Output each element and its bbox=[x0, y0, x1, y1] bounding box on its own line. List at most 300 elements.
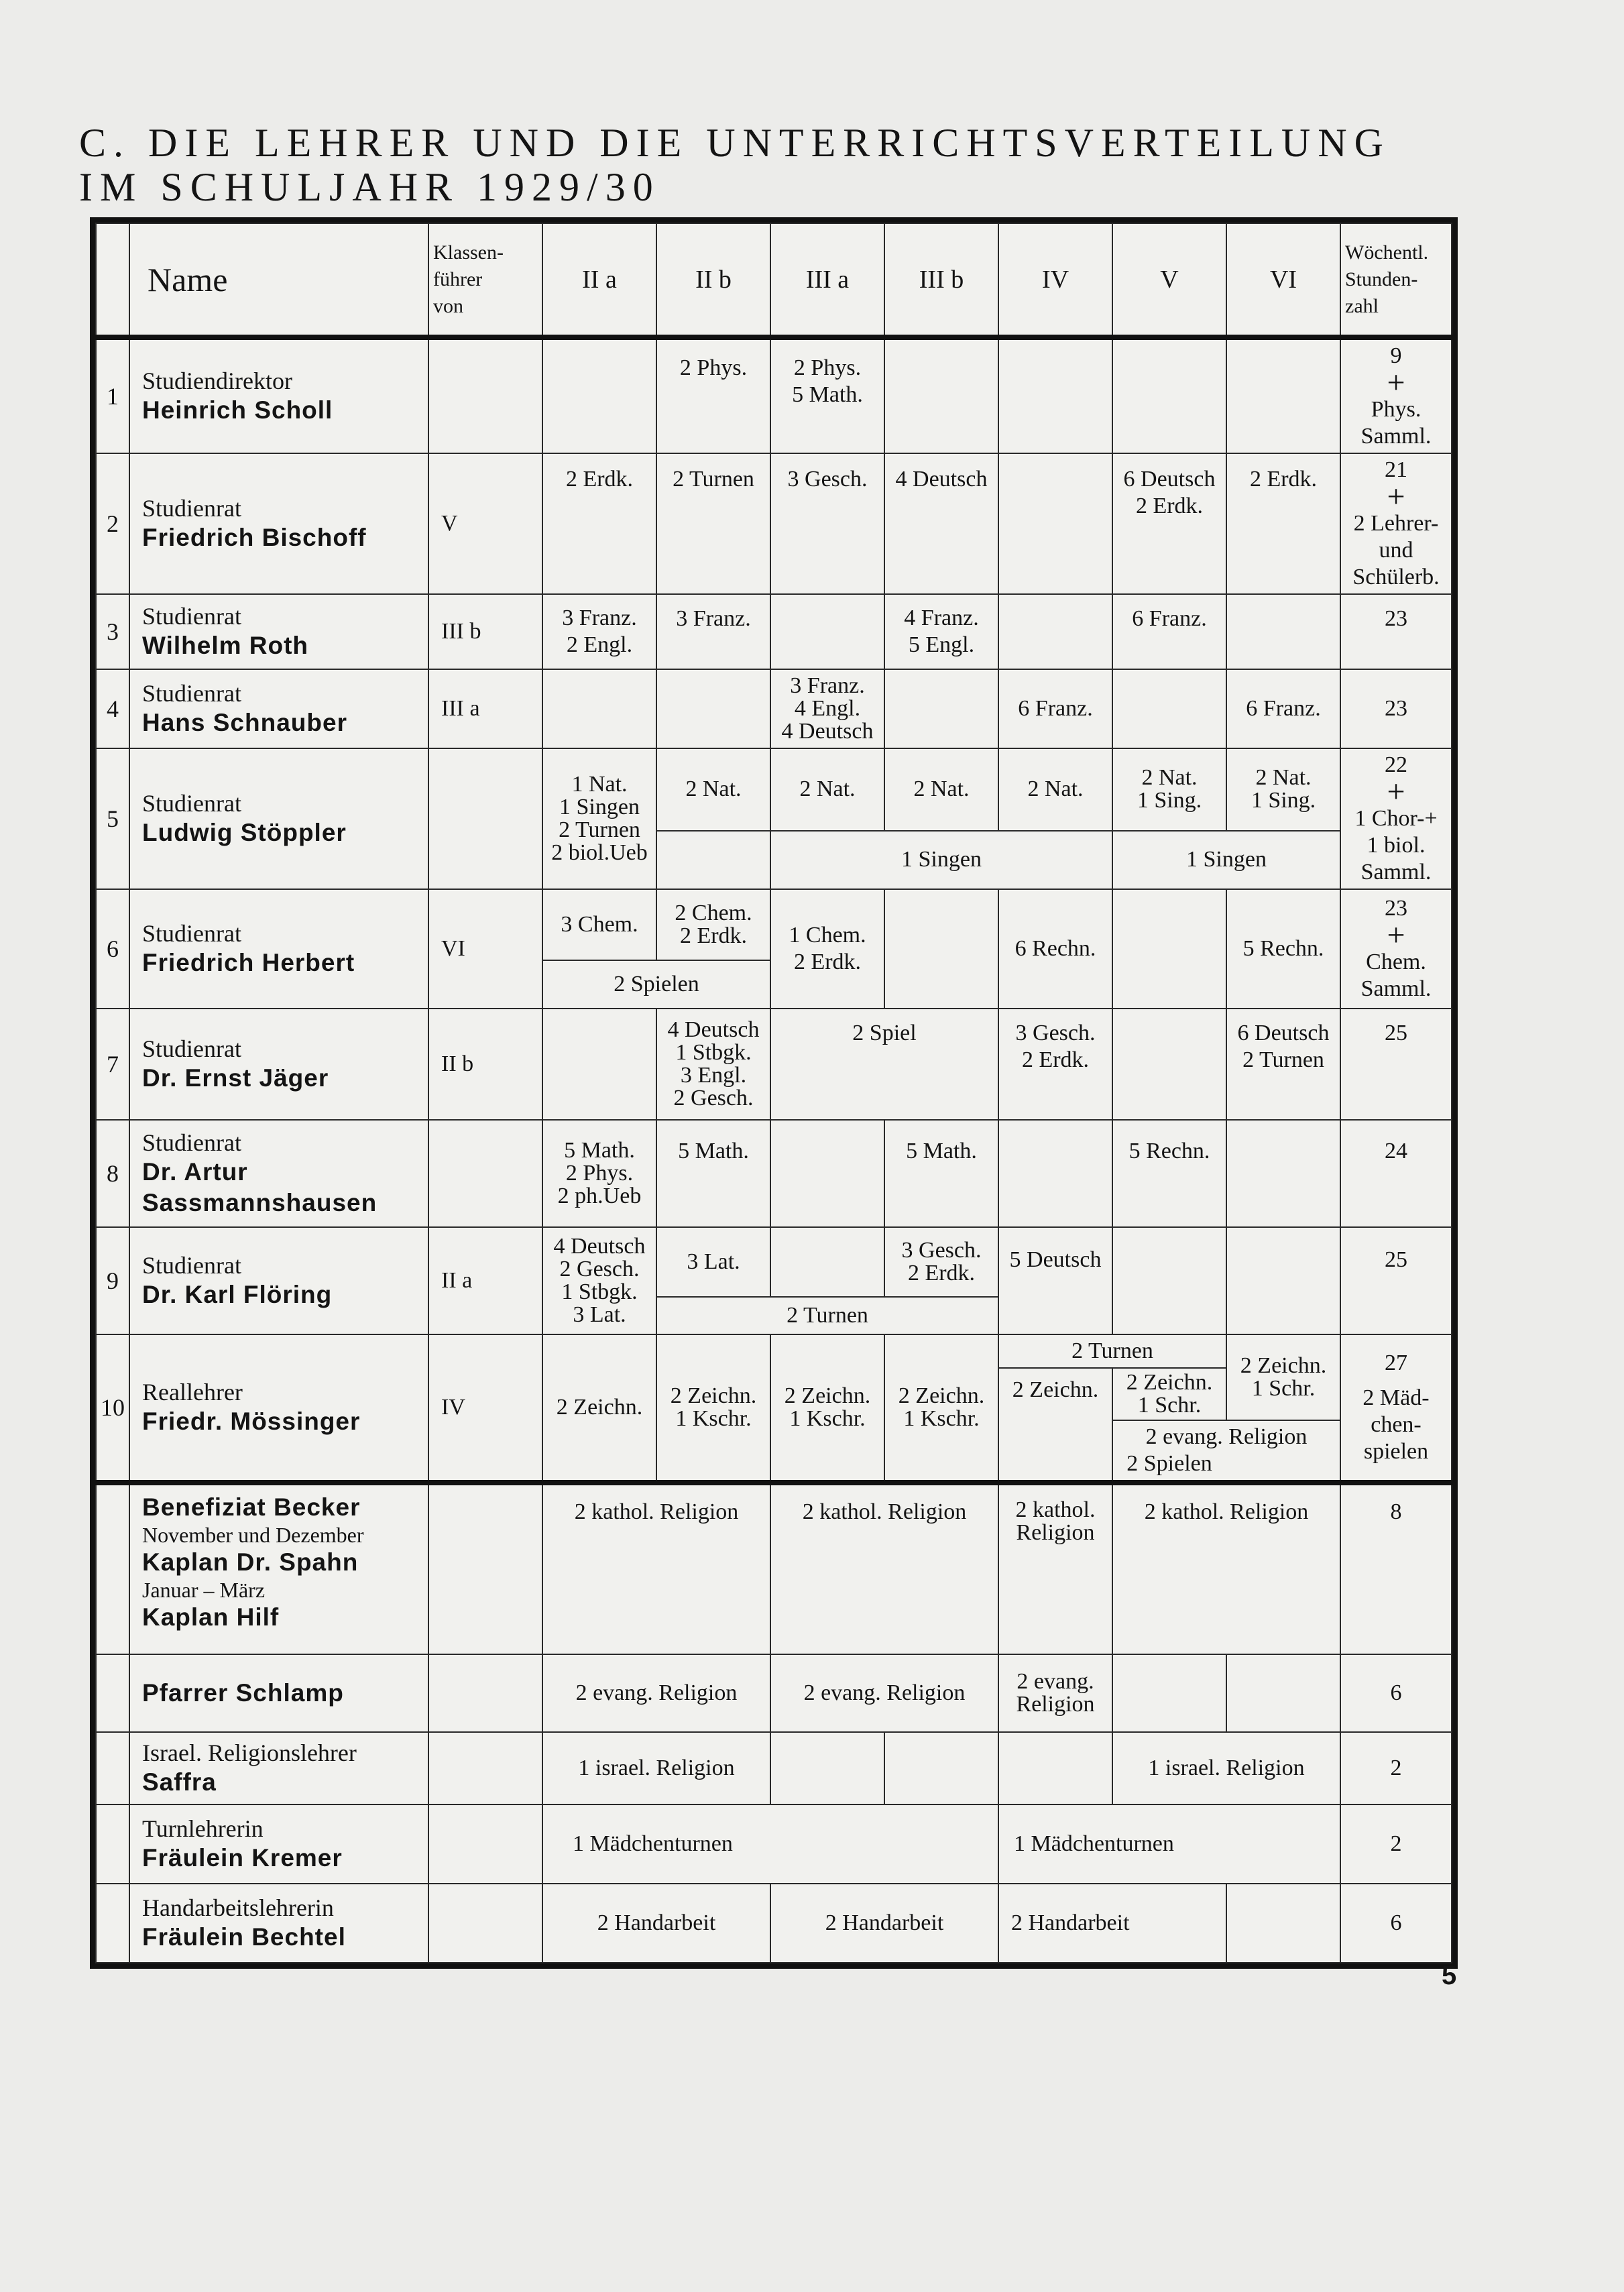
cell-VI bbox=[1226, 594, 1340, 669]
teacher-title: Studienrat bbox=[142, 680, 241, 707]
cell-IIIb: 4 Deutsch bbox=[884, 453, 998, 594]
cell-VI: 2 Erdk. bbox=[1226, 453, 1340, 594]
cell-VI bbox=[1226, 1654, 1340, 1732]
teacher-person: Dr. Artur bbox=[142, 1158, 248, 1186]
title-line-2: IM SCHULJAHR 1929/30 bbox=[79, 165, 660, 209]
span-IV-V: 2 Turnen bbox=[998, 1334, 1226, 1368]
row-number: 9 bbox=[96, 1227, 129, 1334]
cell-V bbox=[1112, 889, 1226, 1009]
cell-V bbox=[1112, 337, 1226, 453]
cell-IIb: 3 Franz. bbox=[656, 594, 770, 669]
teacher-person: Friedrich Bischoff bbox=[142, 524, 367, 551]
header-klassen-line: von bbox=[433, 294, 463, 317]
row-number: 8 bbox=[96, 1120, 129, 1227]
teacher-title: Studiendirektor bbox=[142, 367, 292, 394]
cell-line: 2 Engl. bbox=[566, 632, 633, 657]
row-number: 7 bbox=[96, 1009, 129, 1120]
table-row bbox=[96, 1334, 1452, 1368]
cell-IV bbox=[998, 1732, 1112, 1804]
cell-IIIa bbox=[770, 337, 884, 453]
span-IIa-IIb: 2 kathol. Religion bbox=[542, 1483, 770, 1654]
cell-VI bbox=[1226, 1227, 1340, 1334]
teacher-title: Studienrat bbox=[142, 920, 241, 947]
cell-line: 2 Nat. bbox=[1141, 765, 1198, 791]
cell-IIIb bbox=[884, 1334, 998, 1483]
teacher-title: Studienrat bbox=[142, 1252, 241, 1279]
cell-IIa: 2 Zeichn. bbox=[542, 1334, 656, 1483]
total-hours bbox=[1340, 889, 1452, 1009]
cell-V: 5 Rechn. bbox=[1112, 1120, 1226, 1227]
teacher-person: Dr. Ernst Jäger bbox=[142, 1064, 329, 1092]
total-line: Samml. bbox=[1360, 976, 1432, 1001]
cell-line: 1 Kschr. bbox=[903, 1406, 980, 1431]
cell-IV bbox=[998, 453, 1112, 594]
total-hours bbox=[1340, 748, 1452, 889]
header-class: IV bbox=[998, 223, 1112, 337]
teacher-person: Friedr. Mössinger bbox=[142, 1408, 361, 1435]
teacher-person: Sassmannshausen bbox=[142, 1189, 378, 1216]
klassenfuehrer: V bbox=[428, 453, 542, 594]
cell-IIa: 2 Erdk. bbox=[542, 453, 656, 594]
span-V-VI-religion bbox=[1112, 1420, 1340, 1483]
cell-VI bbox=[1226, 1120, 1340, 1227]
total-hours: 2 bbox=[1340, 1732, 1452, 1804]
table-row bbox=[96, 1732, 1452, 1804]
span-IIa-IIb: 2 Spielen bbox=[542, 960, 770, 1009]
title-line-1: C. DIE LEHRER UND DIE UNTERRICHTSVERTEILUNG bbox=[79, 121, 1391, 165]
cell-IIb bbox=[656, 1334, 770, 1483]
teacher-name bbox=[129, 748, 428, 889]
header-row bbox=[96, 223, 1452, 337]
cell-IV: 2 Nat. bbox=[998, 748, 1112, 831]
cell-IIIa: 2 Nat. bbox=[770, 748, 884, 831]
cell-IV bbox=[998, 594, 1112, 669]
cell-line: 2 Zeichn. bbox=[1240, 1353, 1327, 1378]
cell-line: 2 Nat. bbox=[1255, 765, 1312, 791]
table-row bbox=[96, 594, 1452, 669]
header-class: II b bbox=[656, 223, 770, 337]
total-line: Chem. bbox=[1366, 950, 1426, 974]
total-line: Phys. bbox=[1371, 397, 1422, 422]
teacher-person: Kaplan Hilf bbox=[142, 1603, 280, 1631]
cell-V bbox=[1112, 1654, 1226, 1732]
cell-IIIb bbox=[884, 1732, 998, 1804]
cell-line: 1 Stbgk. bbox=[675, 1040, 752, 1065]
row-number: 2 bbox=[96, 453, 129, 594]
cell-line: Religion bbox=[1016, 1520, 1095, 1545]
cell-line: 2 Erdk. bbox=[1021, 1047, 1090, 1072]
cell-V bbox=[1112, 453, 1226, 594]
cell-line: 1 Sing. bbox=[1137, 788, 1202, 813]
cell-line: 2 Phys. bbox=[793, 355, 862, 380]
cell-IIa bbox=[542, 748, 656, 889]
teacher-person: Dr. Karl Flöring bbox=[142, 1281, 333, 1308]
cell-line: 2 Phys. bbox=[565, 1161, 634, 1186]
row-number bbox=[96, 1884, 129, 1963]
teacher-person: Ludwig Stöppler bbox=[142, 819, 347, 846]
cell-line: 4 Franz. bbox=[904, 606, 979, 630]
cell-IIb-empty bbox=[656, 831, 770, 890]
teacher-person: Pfarrer Schlamp bbox=[142, 1679, 344, 1707]
total-hours: 6 bbox=[1340, 1884, 1452, 1963]
klassenfuehrer bbox=[428, 748, 542, 889]
klassenfuehrer bbox=[428, 1483, 542, 1654]
cell-V: 6 Franz. bbox=[1112, 594, 1226, 669]
cell-IIb: 3 Lat. bbox=[656, 1227, 770, 1297]
total-hours: 23 bbox=[1340, 669, 1452, 748]
teacher-title: Turnlehrerin bbox=[142, 1815, 264, 1842]
teacher-title: Handarbeitslehrerin bbox=[142, 1894, 334, 1921]
cell-IV bbox=[998, 1654, 1112, 1732]
cell-line: 1 Schr. bbox=[1251, 1376, 1316, 1401]
cell-line: 3 Gesch. bbox=[1015, 1021, 1096, 1045]
teacher-person: Saffra bbox=[142, 1768, 217, 1796]
teacher-person: Hans Schnauber bbox=[142, 709, 347, 736]
teacher-name bbox=[129, 669, 428, 748]
table-row bbox=[96, 1009, 1452, 1120]
total-line: 27 bbox=[1385, 1351, 1407, 1375]
cell-line: 2 Spielen bbox=[1126, 1451, 1212, 1476]
cell-VI bbox=[1226, 1009, 1340, 1120]
cell-line: 1 Kschr. bbox=[789, 1406, 866, 1431]
cell-V bbox=[1112, 748, 1226, 831]
table-row bbox=[96, 1804, 1452, 1884]
cell-line: 1 Stbgk. bbox=[561, 1279, 638, 1304]
table-row bbox=[96, 1227, 1452, 1297]
teacher-title: Studienrat bbox=[142, 603, 241, 630]
teacher-title: Israel. Religionslehrer bbox=[142, 1739, 357, 1766]
total-line: + bbox=[1387, 774, 1405, 809]
span-IIa-IIb: 1 israel. Religion bbox=[542, 1732, 770, 1804]
span-IIIa-IIIb: 2 kathol. Religion bbox=[770, 1483, 998, 1654]
total-line: spielen bbox=[1363, 1439, 1429, 1464]
table-row bbox=[96, 453, 1452, 594]
cell-IIIb bbox=[884, 669, 998, 748]
cell-line: 5 Math. bbox=[792, 382, 863, 407]
cell-line: 1 Nat. bbox=[571, 772, 628, 797]
cell-IV: 5 Deutsch bbox=[998, 1227, 1112, 1334]
total-hours: 25 bbox=[1340, 1227, 1452, 1334]
header-woechentl bbox=[1340, 223, 1452, 337]
total-hours bbox=[1340, 1334, 1452, 1483]
cell-IIIb bbox=[884, 594, 998, 669]
row-number bbox=[96, 1732, 129, 1804]
teacher-person: Heinrich Scholl bbox=[142, 396, 333, 424]
cell-line: 2 Zeichn. bbox=[784, 1383, 871, 1408]
cell-line: 2 Zeichn. bbox=[670, 1383, 757, 1408]
header-klassen-line: führer bbox=[433, 268, 483, 290]
total-line: Samml. bbox=[1360, 424, 1432, 449]
page-title bbox=[79, 121, 1514, 209]
cell-line: 1 Singen bbox=[559, 795, 640, 819]
teacher-person: Friedrich Herbert bbox=[142, 949, 355, 976]
table-row bbox=[96, 337, 1452, 453]
cell-IIa bbox=[542, 337, 656, 453]
header-woechentl-line: Stunden- bbox=[1345, 268, 1418, 290]
cell-IIa bbox=[542, 594, 656, 669]
cell-V bbox=[1112, 1227, 1226, 1334]
total-line: + bbox=[1387, 917, 1405, 953]
cell-line: 2 Zeichn. bbox=[1126, 1370, 1213, 1395]
cell-IIb: 2 Nat. bbox=[656, 748, 770, 831]
teacher-name bbox=[129, 1654, 428, 1732]
cell-IIa bbox=[542, 1227, 656, 1334]
header-num bbox=[96, 223, 129, 337]
table-row bbox=[96, 669, 1452, 748]
cell-line: 6 Deutsch bbox=[1123, 467, 1216, 492]
cell-V bbox=[1112, 1009, 1226, 1120]
cell-V bbox=[1112, 1368, 1226, 1420]
span-IIIa-IIIb: 2 Spiel bbox=[770, 1009, 998, 1120]
cell-IIa bbox=[542, 1120, 656, 1227]
page-number: 5 bbox=[1442, 1961, 1457, 1990]
teacher-person: Wilhelm Roth bbox=[142, 632, 309, 659]
header-name: Name bbox=[129, 223, 428, 337]
total-line: 22 bbox=[1385, 752, 1407, 777]
teacher-name bbox=[129, 453, 428, 594]
cell-line: 6 Deutsch bbox=[1237, 1021, 1330, 1045]
klassenfuehrer: III b bbox=[428, 594, 542, 669]
cell-IIIb bbox=[884, 889, 998, 1009]
cell-line: 4 Deutsch bbox=[553, 1234, 646, 1259]
klassenfuehrer bbox=[428, 1884, 542, 1963]
klassenfuehrer bbox=[428, 1804, 542, 1884]
cell-line: 3 Franz. bbox=[562, 606, 637, 630]
total-hours bbox=[1340, 337, 1452, 453]
cell-line: 4 Deutsch bbox=[781, 719, 874, 744]
teacher-distribution-table bbox=[90, 217, 1458, 1969]
total-line: 1 Chor-+ bbox=[1354, 806, 1438, 831]
cell-IIb: 5 Math. bbox=[656, 1120, 770, 1227]
cell-IIIa bbox=[770, 889, 884, 1009]
table-row bbox=[96, 1483, 1452, 1654]
cell-line: 4 Deutsch bbox=[667, 1017, 760, 1042]
teacher-title: Studienrat bbox=[142, 1035, 241, 1062]
span-V-VI: 1 Singen bbox=[1112, 831, 1340, 890]
span-IV-VI: 1 Mädchenturnen bbox=[998, 1804, 1340, 1884]
cell-IIIb bbox=[884, 337, 998, 453]
total-line: 23 bbox=[1385, 896, 1407, 921]
klassenfuehrer bbox=[428, 1654, 542, 1732]
teacher-name bbox=[129, 889, 428, 1009]
klassenfuehrer: II b bbox=[428, 1009, 542, 1120]
total-hours: 6 bbox=[1340, 1654, 1452, 1732]
total-hours bbox=[1340, 453, 1452, 594]
header-klassen-line: Klassen- bbox=[433, 241, 504, 264]
teacher-note: November und Dezember bbox=[142, 1523, 364, 1547]
row-number: 4 bbox=[96, 669, 129, 748]
cell-IIb: 2 Turnen bbox=[656, 453, 770, 594]
span-V-VI: 2 kathol. Religion bbox=[1112, 1483, 1340, 1654]
total-hours: 23 bbox=[1340, 594, 1452, 669]
span-IIIa-IIIb: 2 Handarbeit bbox=[770, 1884, 998, 1963]
cell-IIa bbox=[542, 669, 656, 748]
teacher-title: Studienrat bbox=[142, 790, 241, 817]
row-number: 5 bbox=[96, 748, 129, 889]
row-number bbox=[96, 1804, 129, 1884]
cell-IV: 6 Rechn. bbox=[998, 889, 1112, 1009]
cell-line: 3 Gesch. bbox=[901, 1238, 982, 1263]
cell-IIb bbox=[656, 669, 770, 748]
teacher-person: Fräulein Bechtel bbox=[142, 1923, 346, 1951]
row-number: 1 bbox=[96, 337, 129, 453]
teacher-person: Kaplan Dr. Spahn bbox=[142, 1548, 359, 1576]
span-V-VI: 1 israel. Religion bbox=[1112, 1732, 1340, 1804]
total-hours: 25 bbox=[1340, 1009, 1452, 1120]
cell-line: 2 Gesch. bbox=[559, 1257, 640, 1281]
cell-IIIb: 2 Nat. bbox=[884, 748, 998, 831]
klassenfuehrer bbox=[428, 1732, 542, 1804]
cell-IIb: 2 Phys. bbox=[656, 337, 770, 453]
cell-line: 2 Erdk. bbox=[679, 923, 748, 948]
cell-V bbox=[1112, 669, 1226, 748]
cell-line: 2 Gesch. bbox=[673, 1086, 754, 1110]
total-line: 9 bbox=[1390, 343, 1402, 368]
teacher-person: Benefiziat Becker bbox=[142, 1493, 361, 1521]
cell-IIIa: 3 Gesch. bbox=[770, 453, 884, 594]
total-line: + bbox=[1387, 365, 1405, 400]
cell-IIIa bbox=[770, 1334, 884, 1483]
table-row bbox=[96, 1884, 1452, 1963]
span-IIa-IIIb: 1 Mädchenturnen bbox=[542, 1804, 998, 1884]
cell-line: 2 Turnen bbox=[559, 817, 640, 842]
cell-IIIa bbox=[770, 1120, 884, 1227]
cell-line: 5 Math. bbox=[564, 1138, 635, 1163]
cell-line: 2 Turnen bbox=[1242, 1047, 1324, 1072]
teacher-name bbox=[129, 1483, 428, 1654]
cell-line: 2 Erdk. bbox=[907, 1261, 976, 1285]
header-class: II a bbox=[542, 223, 656, 337]
cell-IIb bbox=[656, 1009, 770, 1120]
header-class: III b bbox=[884, 223, 998, 337]
total-line: 21 bbox=[1385, 457, 1407, 482]
klassenfuehrer: III a bbox=[428, 669, 542, 748]
klassenfuehrer bbox=[428, 337, 542, 453]
header-class: V bbox=[1112, 223, 1226, 337]
span-IV-V: 2 Handarbeit bbox=[998, 1884, 1226, 1963]
cell-line: 2 Erdk. bbox=[1135, 494, 1204, 518]
cell-IIIb bbox=[884, 1227, 998, 1297]
row-number bbox=[96, 1654, 129, 1732]
cell-VI bbox=[1226, 748, 1340, 831]
cell-line: 1 Chem. bbox=[789, 923, 866, 948]
cell-line: 2 evang. bbox=[1017, 1669, 1094, 1694]
span-IIa-IIb: 2 evang. Religion bbox=[542, 1654, 770, 1732]
row-number: 6 bbox=[96, 889, 129, 1009]
cell-line: 1 Schr. bbox=[1137, 1393, 1202, 1418]
cell-line: 5 Engl. bbox=[908, 632, 975, 657]
cell-IV bbox=[998, 337, 1112, 453]
header-woechentl-line: Wöchentl. bbox=[1345, 241, 1429, 264]
total-line: + bbox=[1387, 479, 1405, 514]
cell-IIb bbox=[656, 889, 770, 960]
span-IIa-IIb: 2 Handarbeit bbox=[542, 1884, 770, 1963]
cell-line: 3 Engl. bbox=[680, 1063, 747, 1088]
total-hours: 2 bbox=[1340, 1804, 1452, 1884]
teacher-name bbox=[129, 1009, 428, 1120]
teacher-name bbox=[129, 337, 428, 453]
klassenfuehrer: VI bbox=[428, 889, 542, 1009]
total-line: Schülerb. bbox=[1352, 565, 1440, 589]
cell-line: Religion bbox=[1016, 1692, 1095, 1717]
cell-VI bbox=[1226, 1334, 1340, 1420]
teacher-title: Studienrat bbox=[142, 495, 241, 522]
cell-IIIb: 5 Math. bbox=[884, 1120, 998, 1227]
cell-IV: 2 Zeichn. bbox=[998, 1368, 1112, 1483]
klassenfuehrer: II a bbox=[428, 1227, 542, 1334]
table-row bbox=[96, 889, 1452, 960]
teacher-name bbox=[129, 1804, 428, 1884]
teacher-name bbox=[129, 1120, 428, 1227]
cell-IV bbox=[998, 1009, 1112, 1120]
header-class: III a bbox=[770, 223, 884, 337]
table-row bbox=[96, 1654, 1452, 1732]
span-IIIa-IIIb: 2 evang. Religion bbox=[770, 1654, 998, 1732]
row-number bbox=[96, 1483, 129, 1654]
cell-IIIa bbox=[770, 594, 884, 669]
teacher-title: Reallehrer bbox=[142, 1379, 243, 1406]
teacher-name bbox=[129, 1884, 428, 1963]
cell-IV: 6 Franz. bbox=[998, 669, 1112, 748]
teacher-name bbox=[129, 1732, 428, 1804]
cell-line: 2 kathol. bbox=[1015, 1497, 1096, 1522]
teacher-person: Fräulein Kremer bbox=[142, 1844, 343, 1872]
cell-VI bbox=[1226, 337, 1340, 453]
total-line: 1 biol. bbox=[1367, 833, 1426, 858]
cell-line: 2 ph.Ueb bbox=[557, 1184, 642, 1208]
total-line: chen- bbox=[1371, 1412, 1422, 1437]
table-row bbox=[96, 1120, 1452, 1227]
total-line: 2 Mäd- bbox=[1362, 1385, 1430, 1410]
span-IIIa-IV: 1 Singen bbox=[770, 831, 1112, 890]
total-line: Samml. bbox=[1360, 860, 1432, 884]
cell-line: 3 Franz. bbox=[790, 673, 865, 698]
table-row bbox=[96, 748, 1452, 831]
teacher-name bbox=[129, 1334, 428, 1483]
cell-IV bbox=[998, 1120, 1112, 1227]
cell-IV bbox=[998, 1483, 1112, 1654]
cell-line: 1 Kschr. bbox=[675, 1406, 752, 1431]
total-hours: 8 bbox=[1340, 1483, 1452, 1654]
teacher-title: Studienrat bbox=[142, 1129, 241, 1156]
cell-IIIa bbox=[770, 669, 884, 748]
klassenfuehrer: IV bbox=[428, 1334, 542, 1483]
span-IIb-IIIb: 2 Turnen bbox=[656, 1297, 998, 1334]
header-class: VI bbox=[1226, 223, 1340, 337]
cell-line: 2 biol.Ueb bbox=[551, 840, 648, 865]
cell-IIa bbox=[542, 1009, 656, 1120]
teacher-note: Januar – März bbox=[142, 1578, 266, 1602]
row-number: 10 bbox=[96, 1334, 129, 1483]
cell-line: 4 Engl. bbox=[794, 696, 861, 721]
cell-VI: 6 Franz. bbox=[1226, 669, 1340, 748]
total-line: 2 Lehrer- bbox=[1353, 511, 1439, 536]
cell-line: 3 Lat. bbox=[573, 1302, 626, 1327]
cell-IIIa bbox=[770, 1732, 884, 1804]
cell-IIa: 3 Chem. bbox=[542, 889, 656, 960]
teacher-name bbox=[129, 594, 428, 669]
cell-VI bbox=[1226, 1884, 1340, 1963]
cell-line: 2 evang. Religion bbox=[1145, 1424, 1308, 1449]
klassenfuehrer bbox=[428, 1120, 542, 1227]
total-line: und bbox=[1379, 538, 1413, 563]
header-klassenfuehrer bbox=[428, 223, 542, 337]
header-woechentl-line: zahl bbox=[1345, 294, 1379, 317]
total-hours: 24 bbox=[1340, 1120, 1452, 1227]
cell-VI: 5 Rechn. bbox=[1226, 889, 1340, 1009]
cell-line: 2 Chem. bbox=[675, 901, 752, 925]
row-number: 3 bbox=[96, 594, 129, 669]
